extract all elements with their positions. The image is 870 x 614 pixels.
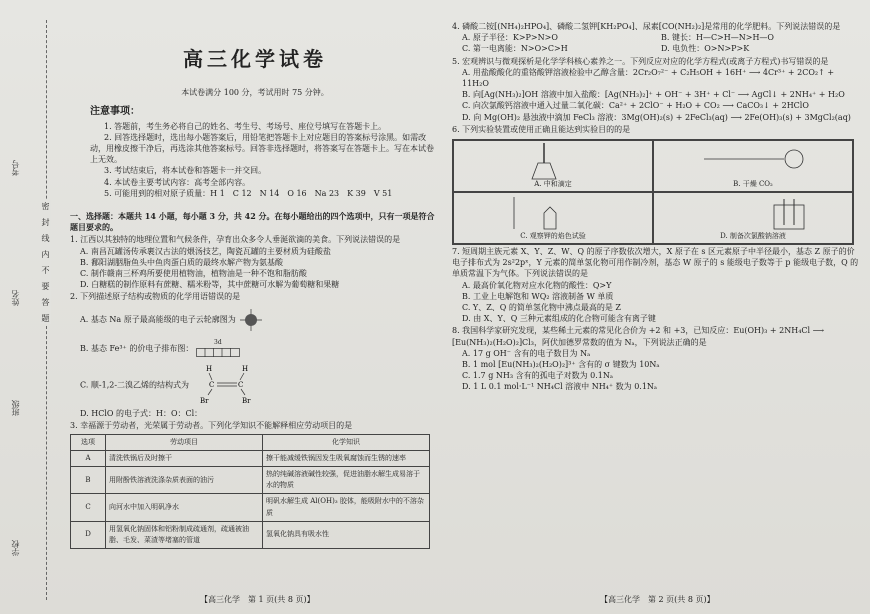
q8-option: A. 17 g OH⁻ 含有的电子数目为 Nₐ [462,348,591,358]
q3-table [70,434,430,550]
q5-option: C. 向次氯酸钙溶液中通入过量二氧化碳：Ca²⁺ + 2ClO⁻ + H₂O + CO₂ ⟶ CaCO₃↓ + 2HClO [462,101,809,111]
table-cell: A [71,450,106,466]
notice-heading: 注意事项： [90,106,140,118]
table-header-cell: 化学知识 [263,434,430,450]
question-4 [452,21,860,55]
q6-apparatus-grid [452,139,854,245]
q7-stem: 7. 短周期主族元素 X、Y、Z、W、Q 的原子序数依次增大，X 原子在 s 区元素原子中半径最小，基态 Z 原子的价电子排布式为 2s²2pˣ，Y 元素的简单氢化物可用作制冷剂，基态 W 原子的 s 能级电子数等于 p 能级电子数，Q 的单质常温下为气体。下列说法错误的是 [452,247,859,279]
notice-item: 1. 答题前，考生务必将自己的姓名、考生号、考场号、座位号填写在答题卡上。 [104,121,387,131]
struct-h1: H [205,365,212,374]
banji-label: 班级 [11,400,20,416]
orbital-label: 3d [214,338,222,346]
page-title: 高三化学试卷 [183,47,327,71]
q2-option-d: D. HClO 的电子式：H：O：Cl： [80,409,203,419]
q2-stem: 2. 下列描述原子结构或物质的化学用语错误的是 [70,292,241,302]
seal-text: 密 封 线 内 不 要 答 题 [41,202,50,322]
dibromoethene-structure [192,363,262,405]
notice-item: 2. 回答选择题时，选出每小题答案后，用铅笔把答题卡上对应题目的答案标号涂黑。如需改动，用橡皮擦干净后，再选涂其他答案标号。回答非选择题时，将答案写在答题卡上。写在本试卷上无效。 [90,132,434,165]
apparatus-caption: A. 中和滴定 [534,179,572,188]
q5-option: A. 用盐酸酸化的重铬酸钾溶液检验中乙醇含量：2Cr₂O₇²⁻ + C₂H₅OH + 16H⁺ ⟶ 4Cr³⁺ + 2CO₂↑ + 11H₂O [462,67,835,89]
orbital-diagram [196,337,240,361]
apparatus-caption: C. 观察钾的焰色试验 [520,231,586,240]
notice-item: 4. 本试卷主要考试内容：高考全部内容。 [104,177,251,187]
electrolysis-icon [654,193,852,233]
q7-option: C. Y、Z、Q 的简单氢化物中沸点最高的是 Z [462,303,621,313]
page-right [452,20,860,393]
flame-test-icon [454,193,652,233]
q7-option: D. 由 X、Y、Q 三种元素组成的化合物可能含有离子键 [462,314,656,324]
table-cell: C [71,494,106,521]
page-footer-right: 【高三化学 第 2 页(共 8 页)】 [600,595,715,604]
q5-option: D. 向 Mg(OH)₂ 悬浊液中滴加 FeCl₃ 溶液：3Mg(OH)₂(s) + 2FeCl₃(aq) ⟶ 2Fe(OH)₃(s) + 3MgCl₂(aq) [462,112,851,122]
question-3 [70,420,440,549]
orbital-boxes-icon [196,348,240,357]
question-8 [452,325,860,392]
q1-option: B. 鄱阳湖胭脂鱼头中鱼肉蛋白质的最终水解产物为氨基酸 [80,257,283,267]
q3-stem: 3. 幸福源于劳动者，光荣属于劳动者。下列化学知识不能解释相应劳动项目的是 [70,421,353,431]
notice-item: 5. 可能用到的相对原子质量：H 1 C 12 N 14 O 16 Na 23 K 39 V 51 [104,188,393,198]
table-cell: B [71,467,106,494]
drying-tube-icon [654,141,852,181]
question-2 [70,291,440,419]
q7-option: A. 最高价氧化物对应水化物的酸性：Q>Y [462,280,612,290]
apparatus-c [453,192,653,244]
q8-option: B. 1 mol [Eu(NH₃)₂(H₂O)₂]³⁺ 含有的 σ 键数为 10Nₐ [462,360,660,370]
page-left [70,20,440,549]
struct-br2: Br [241,397,251,406]
struct-c1: C [208,381,214,390]
table-cell: 明矾水解生成 Al(OH)₃ 胶体，能吸附水中的不溶杂质 [263,494,430,521]
q8-option: C. 1.7 g NH₃ 含有的孤电子对数为 0.1Nₐ [462,371,613,381]
table-cell: 热的纯碱溶液碱性较强，促进油脂水解生成易溶于水的物质 [263,467,430,494]
table-row [71,521,430,548]
q5-stem: 5. 宏观辨识与微观探析是化学学科核心素养之一。下列反应对应的化学方程式(或离子方程式)书写错误的是 [452,56,829,66]
table-cell: D [71,521,106,548]
apparatus-a [453,140,653,192]
q2-b-text: B. 基态 Fe³⁺ 的价电子排布图： [80,343,194,353]
apparatus-d [653,192,853,244]
xingming-label: 姓名 [11,290,20,306]
q4-option: C. 第一电离能：N>O>C>H [462,44,568,54]
xuexiao-label: 学校 [11,540,20,556]
struct-h2: H [241,365,248,374]
question-6 [452,124,860,245]
q2-option-a [70,309,440,331]
table-header-cell: 劳动项目 [106,434,263,450]
table-header-row [71,434,430,450]
q1-option: A. 南昌瓦罐汤传承裹汉古法的煨汤技艺，陶瓷瓦罐的主要材质为硅酸盐 [80,246,331,256]
table-row [71,494,430,521]
table-header-cell: 选项 [71,434,106,450]
table-cell: 氢氧化钠具有吸水性 [263,521,430,548]
binding-margin [0,0,62,614]
titration-apparatus-icon [454,141,652,181]
table-row [71,450,430,466]
question-1 [70,234,440,290]
q2-option-c [70,363,440,408]
question-5 [452,56,860,123]
page-footer-left: 【高三化学 第 1 页(共 8 页)】 [200,595,315,604]
q1-option: D. 白糖糕的制作原料有蔗糖、糯米粉等，其中蔗糖可水解为葡萄糖和果糖 [80,280,340,290]
q5-option: B. 向[Ag(NH₃)₂]OH 溶液中加入盐酸：[Ag(NH₃)₂]⁺ + OH⁻ + 3H⁺ + Cl⁻ ⟶ AgCl↓ + 2NH₄⁺ + H₂O [462,90,845,100]
table-cell: 清洗铁锅后及时擦干 [106,450,263,466]
struct-br1: Br [199,397,209,406]
table-row [71,467,430,494]
intro-line: 本试卷满分 100 分，考试用时 75 分钟。 [181,88,329,98]
q6-stem: 6. 下列实验装置或使用正确且能达到实验目的的是 [452,124,631,134]
section-heading: 一、选择题：本题共 14 小题，每小题 3 分，共 42 分。在每小题给出的四个选项中，只有一项是符合题目要求的。 [70,211,435,233]
q1-option: C. 制作赣南三杯鸡所要使用植物油，植物油是一种不饱和脂肪酸 [80,269,307,279]
q4-stem: 4. 磷酸二铵[(NH₄)₂HPO₄]、磷酸二氢钾[KH₂PO₄]、尿素[CO(NH₂)₂]是常用的化学肥料。下列说法错误的是 [452,22,841,31]
q8-stem: 8. 我国科学家研究发现，某些稀土元素的常见化合价为 +2 和 +3，已知反应：Eu(OH)₃ + 2NH₄Cl ⟶ [Eu(NH₃)₂(H₂O)₂]Cl₃，阿伏加德罗常数的值为 Nₐ，下列说法正确的是 [452,326,825,347]
struct-c2: C [237,381,243,390]
kaohao-label: 考号 [11,160,20,176]
q4-options [452,32,860,54]
table-cell: 擦干能减缓铁锅因发生吸氧腐蚀而生锈的速率 [263,450,430,466]
q2-a-text: A. 基态 Na 原子最高能级的电子云轮廓图为 [80,314,236,324]
electron-cloud-icon [238,309,264,331]
table-cell: 用氢氧化钠固体和铝粉制成疏通剂，疏通被油脂、毛发、菜渣等堵塞的管道 [106,521,263,548]
q2-c-text: C. 顺-1,2-二溴乙烯的结构式为 [80,380,190,390]
q7-option: B. 工业上电解饱和 WQ₂ 溶液制备 W 单质 [462,291,614,301]
apparatus-b [653,140,853,192]
q4-option: B. 键长：H—C>H—N>H—O [661,33,774,43]
table-cell: 向河水中加入明矾净水 [106,494,263,521]
q1-stem: 1. 江西以其独特的地理位置和气候条件，孕育出众多令人垂涎欲滴的美食。下列说法错误的是 [70,235,401,245]
apparatus-caption: B. 干燥 CO₂ [733,179,773,188]
apparatus-caption: D. 制备次氯酸钠溶液 [720,231,786,240]
table-cell: 用附酚铁溶液洗涤杂质表面的油污 [106,467,263,494]
q4-option: D. 电负性：O>N>P>K [661,44,750,54]
notice-item: 3. 考试结束后，将本试卷和答题卡一并交回。 [104,166,267,176]
q8-option: D. 1 L 0.1 mol·L⁻¹ NH₄Cl 溶液中 NH₄⁺ 数为 0.1Nₐ [462,382,658,392]
q2-option-b [70,337,440,361]
structure-formula [192,363,262,408]
q4-option: A. 原子半径：K>P>N>O [462,33,558,43]
question-7 [452,246,860,324]
